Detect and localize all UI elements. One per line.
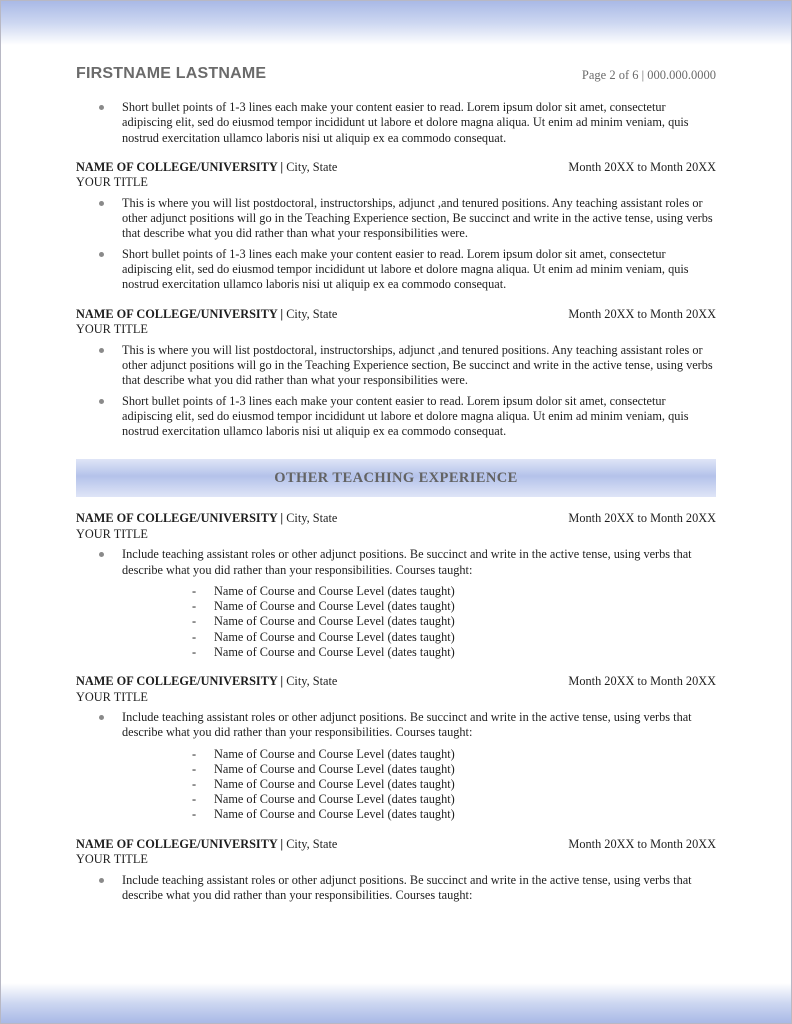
- entry-heading: [76, 511, 716, 527]
- school-location: City, State: [283, 836, 338, 851]
- entry-heading: [76, 307, 716, 323]
- teaching-entry: [76, 160, 716, 293]
- entry-title: YOUR TITLE: [76, 852, 148, 867]
- entry-title: YOUR TITLE: [76, 689, 148, 704]
- entry-dates: Month 20XX to Month 20XX: [568, 674, 716, 689]
- entry-title: YOUR TITLE: [76, 526, 148, 541]
- entry-bullet-list: [76, 547, 716, 660]
- bullet-item: Short bullet points of 1-3 lines each make your content easier to read. Lorem ipsum dolor sit amet, consectetur adipiscing elit, sed do eiusmod tempor incididunt ut labore et dolore magna aliqua. Ut enim ad minim veniam, quis nostrud exercitation ullamco laboris nisi ut aliquip ex ea commodo consequat.: [76, 394, 716, 440]
- entry-dates: Month 20XX to Month 20XX: [568, 159, 716, 174]
- entry-bullet-list: [76, 343, 716, 440]
- bullet-item: [76, 710, 716, 823]
- entry-heading: [76, 160, 716, 176]
- school-location: City, State: [283, 511, 338, 526]
- entry-dates: Month 20XX to Month 20XX: [568, 306, 716, 321]
- school-name: NAME OF COLLEGE/UNIVERSITY |: [76, 511, 284, 526]
- bullet-item: Short bullet points of 1-3 lines each make your content easier to read. Lorem ipsum dolor sit amet, consectetur adipiscing elit, sed do eiusmod tempor incididunt ut labore et dolore magna aliqua. Ut enim ad minim veniam, quis nostrud exercitation ullamco laboris nisi ut aliquip ex ea commodo consequat.: [76, 100, 716, 146]
- entry-dates: Month 20XX to Month 20XX: [568, 511, 716, 526]
- intro-bullet-list: [76, 100, 716, 146]
- entry-title: YOUR TITLE: [76, 175, 148, 190]
- entry-school-location: [76, 160, 337, 176]
- other-teaching-entry: [76, 511, 716, 660]
- course-item: - Name of Course and Course Level (dates taught): [122, 584, 716, 599]
- school-name: NAME OF COLLEGE/UNIVERSITY |: [76, 306, 284, 321]
- course-item: - Name of Course and Course Level (dates taught): [122, 777, 716, 792]
- entry-school-location: [76, 307, 337, 323]
- bullet-item: This is where you will list postdoctoral, instructorships, adjunct ,and tenured positions. Any teaching assistant roles or other adjunct positions will go in the Teaching Experience section, Be succinct and write in the active tense, using verbs that describe what you did rather than what your responsibilities were.: [76, 196, 716, 242]
- section-title: OTHER TEACHING EXPERIENCE: [274, 469, 518, 486]
- school-name: NAME OF COLLEGE/UNIVERSITY |: [76, 159, 284, 174]
- other-teaching-entry: [76, 674, 716, 823]
- course-list: [122, 584, 716, 660]
- bullet-item: This is where you will list postdoctoral, instructorships, adjunct ,and tenured positions. Any teaching assistant roles or other adjunct positions will go in the Teaching Experience section, Be succinct and write in the active tense, using verbs that describe what you did rather than what your responsibilities were.: [76, 343, 716, 389]
- bullet-text: Include teaching assistant roles or other adjunct positions. Be succinct and write in the active tense, using verbs that describe what you did rather than your responsibilities. Courses taught:: [122, 547, 692, 577]
- entry-school-location: [76, 837, 337, 853]
- candidate-name: FIRSTNAME LASTNAME: [76, 65, 267, 82]
- entry-school-location: [76, 674, 337, 690]
- course-item: - Name of Course and Course Level (dates taught): [122, 599, 716, 614]
- bullet-item: Short bullet points of 1-3 lines each make your content easier to read. Lorem ipsum dolor sit amet, consectetur adipiscing elit, sed do eiusmod tempor incididunt ut labore et dolore magna aliqua. Ut enim ad minim veniam, quis nostrud exercitation ullamco laboris nisi ut aliquip ex ea commodo consequat.: [76, 247, 716, 293]
- course-item: - Name of Course and Course Level (dates taught): [122, 630, 716, 645]
- course-item: - Name of Course and Course Level (dates taught): [122, 792, 716, 807]
- page-header: [76, 65, 716, 87]
- other-teaching-entry: [76, 837, 716, 904]
- bullet-text: Include teaching assistant roles or other adjunct positions. Be succinct and write in the active tense, using verbs that describe what you did rather than your responsibilities. Courses taught:: [122, 710, 692, 740]
- course-item: - Name of Course and Course Level (dates taught): [122, 762, 716, 777]
- course-list: [122, 747, 716, 823]
- course-item: - Name of Course and Course Level (dates taught): [122, 645, 716, 660]
- teaching-entry: [76, 307, 716, 440]
- school-location: City, State: [283, 306, 338, 321]
- header-gradient-band: [1, 1, 791, 45]
- section-heading-band: [76, 459, 716, 497]
- course-item: - Name of Course and Course Level (dates taught): [122, 614, 716, 629]
- entry-dates: Month 20XX to Month 20XX: [568, 836, 716, 851]
- school-location: City, State: [283, 159, 338, 174]
- entry-title: YOUR TITLE: [76, 322, 148, 337]
- school-location: City, State: [283, 674, 338, 689]
- course-item: - Name of Course and Course Level (dates taught): [122, 807, 716, 822]
- entry-school-location: [76, 511, 337, 527]
- school-name: NAME OF COLLEGE/UNIVERSITY |: [76, 836, 284, 851]
- resume-content: [76, 100, 716, 908]
- school-name: NAME OF COLLEGE/UNIVERSITY |: [76, 674, 284, 689]
- footer-gradient-band: [1, 983, 791, 1023]
- entry-heading: [76, 674, 716, 690]
- entry-bullet-list: [76, 196, 716, 293]
- entry-bullet-list: [76, 710, 716, 823]
- page-info: Page 2 of 6 | 000.000.0000: [581, 68, 716, 82]
- course-item: - Name of Course and Course Level (dates taught): [122, 747, 716, 762]
- bullet-item: [76, 547, 716, 660]
- entry-heading: [76, 837, 716, 853]
- bullet-item: Include teaching assistant roles or other adjunct positions. Be succinct and write in the active tense, using verbs that describe what you did rather than your responsibilities. Courses taught:: [76, 873, 716, 904]
- entry-bullet-list: [76, 873, 716, 904]
